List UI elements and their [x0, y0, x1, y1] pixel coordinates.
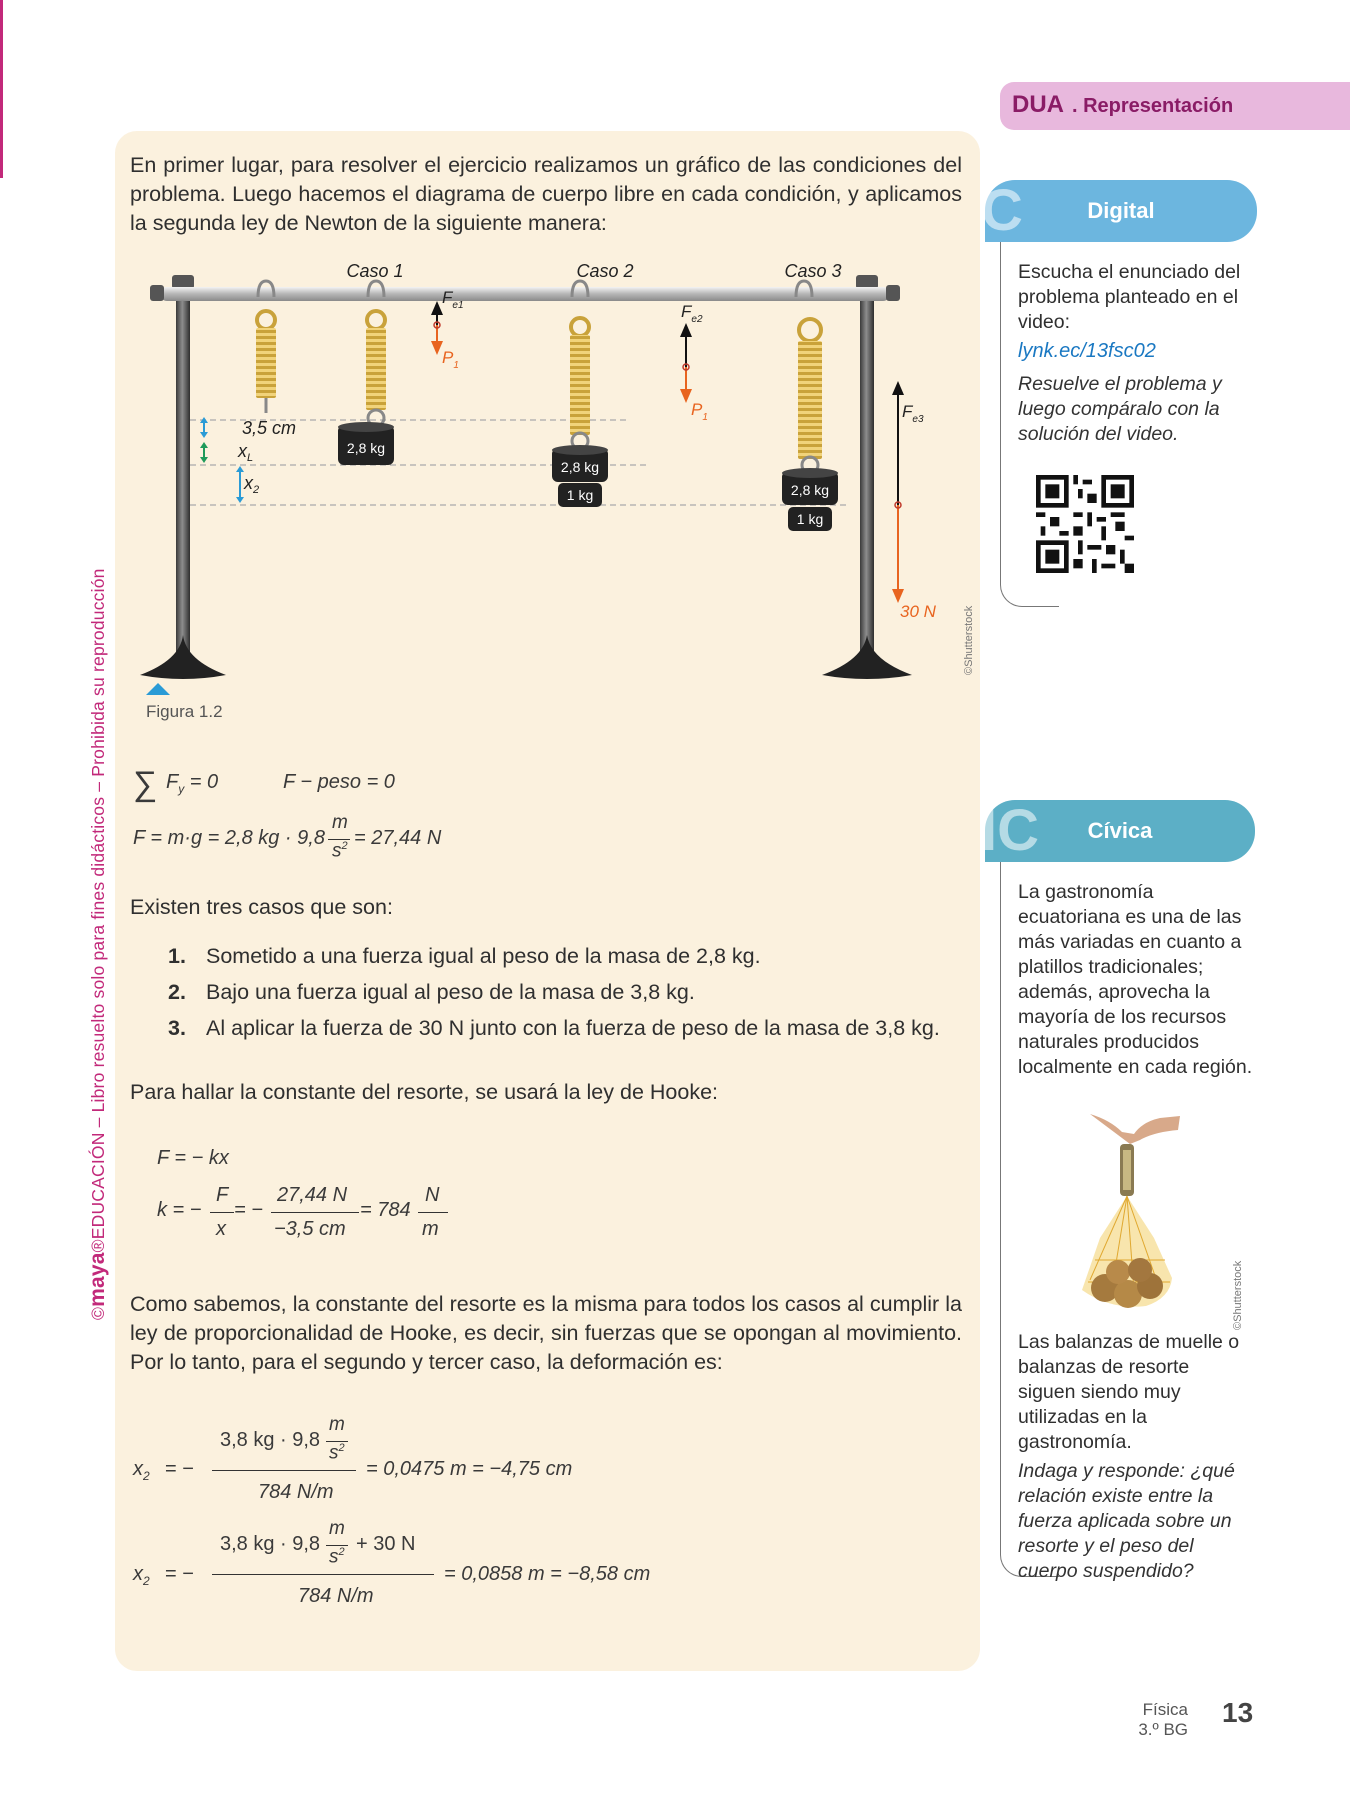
- mass-case-3-top: 2,8 kg: [790, 482, 830, 498]
- civica-text: La gastronomía ecuatoriana es una de las más variadas en cuanto a platillos tradicionales; además, aprovecha la mayoría de los recursos naturales producidos localmente en cada región.: [1018, 881, 1253, 1078]
- x2-eq2-num-s: $s^2$: [329, 1546, 345, 1568]
- k-frac2-line: [271, 1212, 359, 1213]
- dua-banner: [1000, 82, 1350, 130]
- case-1-label: Caso 1: [346, 261, 404, 281]
- civica-tab: [981, 798, 1255, 863]
- civica-question: Indaga y responde: ¿qué relación existe entre la fuerza aplicada sobre un resorte y el peso del cuerpo suspendido?: [1018, 1460, 1235, 1582]
- page-number: 13: [1222, 1697, 1254, 1728]
- spring-figure: [130, 255, 980, 725]
- digital-link[interactable]: lynk.ec/13fsc02: [1018, 340, 1156, 362]
- x2-eq2-numerator: 3,8 kg · 9,8: [220, 1533, 321, 1555]
- case-item-1: 1. Sometido a una fuerza igual al peso de la masa de 2,8 kg.: [168, 944, 761, 968]
- case-2-label: Caso 2: [576, 261, 634, 281]
- edge-accent-line: [0, 0, 3, 178]
- civica-text-2: Las balanzas de muelle o balanzas de resorte siguen siendo muy utilizadas en la gastronomía.: [1018, 1331, 1240, 1453]
- digital-tab-label: Digital: [1087, 198, 1155, 223]
- f-mg-frac-den: $s^2$: [332, 840, 348, 862]
- fe1-label: $F_{e1}$: [442, 288, 464, 311]
- civica-photo-credit: ©Shutterstock: [1232, 1260, 1244, 1330]
- x2-eq2-num-m: m: [329, 1518, 345, 1539]
- k-frac1-num: F: [216, 1184, 229, 1206]
- digital-text: Escucha el enunciado del problema planteado en el video:: [1018, 261, 1241, 333]
- footer-grade: 3.º BG: [1138, 1720, 1188, 1739]
- civica-glyph-icon: IC: [981, 798, 1039, 863]
- k-frac2-den: −3,5 cm: [274, 1218, 346, 1240]
- k-frac1-den: x: [216, 1218, 226, 1240]
- x2-eq1-rhs: = 0,0475 m = −4,75 cm: [366, 1458, 573, 1480]
- sigma-symbol: ∑: [133, 765, 158, 803]
- copyright-watermark: ©maya®EDUCACIÓN – Libro resuelto solo para fines didácticos – Prohibida su reproducción: [86, 568, 109, 1320]
- force-30n-label: 30 N: [900, 602, 936, 621]
- dim-x2: $x_2$: [244, 473, 260, 496]
- f-mg-equation-right: = 27,44 N: [354, 827, 442, 849]
- figure-credit: ©Shutterstock: [963, 605, 975, 675]
- k-frac3-line: [418, 1212, 448, 1213]
- spring-scale-photo: [1050, 1110, 1210, 1320]
- x2-eq2-lhs: $x_2$: [133, 1563, 150, 1588]
- fe2-label: $F_{e2}$: [681, 302, 703, 325]
- case-item-3: 3. Al aplicar la fuerza de 30 N junto con la fuerza de peso de la masa de 3,8 kg.: [168, 1016, 940, 1040]
- figure-caption: Figura 1.2: [146, 702, 223, 721]
- f-minus-weight-equation: F − peso = 0: [283, 771, 395, 793]
- dua-suffix: . Representación: [1072, 95, 1234, 117]
- mass-case-2-top: 2,8 kg: [560, 459, 600, 475]
- f-mg-equation-left: F = m·g = 2,8 kg · 9,8: [133, 827, 325, 849]
- hooke-intro: Para hallar la constante del resorte, se usará la ley de Hooke:: [130, 1080, 718, 1104]
- k-equals: k = −: [157, 1199, 202, 1221]
- dim-3-5cm: 3,5 cm: [242, 418, 297, 438]
- k-eq-784: = 784: [360, 1199, 411, 1221]
- x2-eq1-lhs: $x_2$: [133, 1458, 150, 1483]
- k-eq-minus: = −: [234, 1199, 263, 1221]
- x2-eq1-num-s: $s^2$: [329, 1442, 345, 1464]
- k-frac3-den: m: [422, 1218, 439, 1240]
- x2-eq1-denominator: 784 N/m: [258, 1481, 334, 1503]
- k-frac1-line: [210, 1212, 234, 1213]
- mass-case-3-bottom: 1 kg: [796, 511, 824, 527]
- k-frac2-num: 27,44 N: [277, 1184, 348, 1206]
- fe3-label: $F_{e3}$: [902, 402, 924, 425]
- left-pole: [140, 275, 226, 679]
- x2-eq2-rhs: = 0,0858 m = −8,58 cm: [444, 1563, 651, 1585]
- x2-eq2-fraction-line: [212, 1574, 434, 1575]
- digital-instruction: Resuelve el problema y luego compáralo con la solución del video.: [1018, 373, 1222, 445]
- top-bar: [150, 285, 900, 301]
- x2-eq2-num-plus: + 30 N: [356, 1533, 416, 1555]
- mass-case-2-bottom: 1 kg: [566, 487, 594, 503]
- p1-label-case-1: $P_1$: [442, 348, 459, 371]
- spring-case-2: [552, 281, 608, 507]
- cases-list: [168, 938, 968, 1046]
- footer-subject: Física: [1142, 1700, 1188, 1719]
- dua-label: DUA: [1012, 91, 1064, 118]
- x2-eq1-fraction-line: [212, 1470, 356, 1471]
- spring-case-3: [782, 281, 838, 531]
- case-item-2: 2. Bajo una fuerza igual al peso de la masa de 3,8 kg.: [168, 980, 695, 1004]
- constant-paragraph: Como sabemos, la constante del resorte es la misma para todos los casos al cumplir la ley de proporcionalidad de Hooke, es decir, sin fuerzas que se opongan al movimiento. Por lo tanto, para el segundo y tercer caso, la deformación es:: [130, 1292, 962, 1374]
- digital-tab: [981, 178, 1257, 243]
- x2-eq2-eq: = −: [165, 1563, 194, 1585]
- footer-subject-block: [1100, 1700, 1188, 1740]
- k-frac3-num: N: [425, 1184, 440, 1206]
- x2-eq2-denominator: 784 N/m: [298, 1585, 374, 1607]
- x2-eq1-eq: = −: [165, 1458, 194, 1480]
- qr-code-icon[interactable]: [1036, 475, 1134, 573]
- x2-eq1-numerator: 3,8 kg · 9,8: [220, 1429, 321, 1451]
- force-diagram-case-2: [680, 323, 692, 403]
- digital-glyph-icon: C: [981, 178, 1023, 243]
- hooke-law: F = − kx: [157, 1147, 229, 1169]
- x2-eq1-num-m: m: [329, 1414, 345, 1435]
- f-mg-frac-num: m: [332, 812, 348, 833]
- dim-xL: $x_L$: [238, 441, 254, 464]
- mass-case-1: 2,8 kg: [346, 440, 386, 456]
- civica-tab-label: Cívica: [1087, 818, 1153, 843]
- intro-paragraph: En primer lugar, para resolver el ejercicio realizamos un gráfico de las condiciones del problema. Luego hacemos el diagrama de cuerpo libre en cada condición, y aplicamos la segunda ley de Newton de la siguiente manera:: [130, 153, 962, 235]
- cases-intro: Existen tres casos que son:: [130, 895, 393, 919]
- p1-label-case-2: $P_1$: [691, 400, 708, 423]
- sum-fy-equation: $F_y = 0$: [166, 771, 219, 796]
- spring-case-1: [338, 281, 394, 465]
- figure-caption-marker: [146, 683, 170, 695]
- case-3-label: Caso 3: [784, 261, 842, 281]
- force-diagram-case-1: [431, 301, 443, 355]
